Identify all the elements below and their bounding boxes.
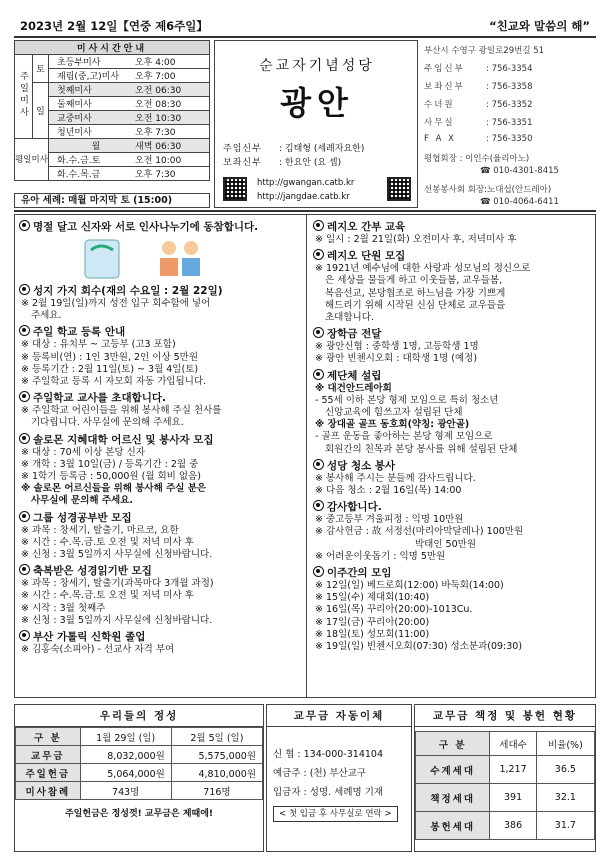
text-line: 수계세대 — [416, 756, 490, 784]
text-line: 은 세상을 물들게 하고 이웃들봄, 교우들봄, — [325, 275, 503, 287]
contact-row — [424, 116, 533, 128]
text-line: 4,810,000원 — [171, 764, 262, 782]
text-line: 장학금 전달 — [327, 328, 382, 341]
text-line: 회원간의 친목과 본당 봉사를 위해 설립된 단체 — [325, 443, 518, 455]
announcement — [313, 220, 592, 246]
text-line: 명절 달고 신자와 서로 인사나누기에 동참합니다. — [33, 221, 259, 233]
text-line: 사무실에 문의해 주세요. — [31, 495, 133, 507]
mass-row — [49, 167, 210, 181]
text-line: - 골프 운동을 좋아하는 본당 형제 모임으로 — [315, 431, 493, 443]
text-line: 구 분 — [16, 728, 81, 746]
text-line: - 55세 이하 본당 형제 모임으로 특히 청소년 — [315, 394, 499, 406]
announcement — [19, 220, 303, 280]
bullet-icon — [313, 327, 324, 338]
text-line: 391 — [490, 784, 536, 812]
mass-row — [49, 139, 210, 153]
bullet-icon — [19, 284, 30, 295]
text-line: ※ 중고등부 겨울피정 : 익명 10만원 — [315, 514, 464, 526]
mass-row — [49, 125, 210, 139]
assistant-line: 보좌신부 : 한요안 (요 셉) — [223, 155, 341, 168]
text-line: 신앙교육에 힘쓰고자 설립된 단체 — [325, 407, 463, 419]
text-line: 주세요. — [31, 310, 62, 322]
contact-row — [424, 80, 533, 92]
census-title: 교무금 책정 및 봉헌 현황 — [415, 705, 595, 727]
text-line: 초등부미사 — [57, 58, 101, 68]
text-line: 세대수 — [490, 732, 536, 756]
text-line: 미사참례 — [16, 782, 81, 800]
text-line: ※ 1학기 등록금 : 50,000원 (월 회비 없음) — [21, 471, 201, 483]
text-line: ※ 봉사해 주시는 분들께 감사드립니다. — [315, 472, 476, 484]
text-line: : 756-3358 — [486, 82, 533, 92]
table-row — [16, 746, 263, 764]
text-line: 둘째미사 — [57, 100, 92, 110]
contact-panel — [420, 40, 596, 208]
announcement — [19, 511, 303, 562]
text-line: 사무실 — [424, 118, 455, 128]
table-row — [416, 756, 595, 784]
text-line: 박태인 50만원 — [415, 538, 476, 550]
text-line: ※ 장대골 골프 동호회(약칭: 광안골) — [315, 419, 470, 431]
text-line: 5,575,000원 — [171, 746, 262, 764]
text-line: ※ 18일(토) 성모회(11:00) — [315, 628, 430, 640]
text-line: 화.수.목.금 — [57, 170, 101, 180]
offering-title: 우리들의 정성 — [15, 705, 263, 727]
text-line: ※ 1921년 예수님에 대한 사랑과 성모님의 정신으로 — [315, 263, 531, 275]
bullet-icon — [19, 511, 30, 522]
census-box — [414, 704, 596, 852]
parish-name: 광안 — [280, 84, 354, 122]
text-line: 오전 06:30 — [135, 86, 182, 96]
bullet-icon — [313, 459, 324, 470]
text-line: : 756-3352 — [486, 100, 533, 110]
bullet-icon — [313, 566, 324, 577]
text-line: ※ 솔로몬 어르신들을 위해 봉사해 주실 분은 — [21, 483, 207, 495]
text-line: 평일미사 — [15, 154, 48, 165]
text-line: 716명 — [171, 782, 262, 800]
text-line: 해드리기 위해 시작된 신심 단체로 교우들을 — [325, 299, 506, 311]
text-line: 기다립니다. 사무실에 문의해 주세요. — [31, 417, 184, 429]
text-line: ※ 주일학교 등록 시 자모회 자동 가입됩니다. — [21, 376, 207, 388]
text-line: 1월 29일 (일) — [80, 728, 171, 746]
text-line: 743명 — [80, 782, 171, 800]
sunday-mass-label — [15, 55, 33, 139]
bullet-icon — [19, 433, 30, 444]
table-row — [16, 764, 263, 782]
text-line: 첫째미사 — [57, 86, 92, 96]
text-line: 8,032,000원 — [80, 746, 171, 764]
pastor-line: 주임신부 : 김태형 (세례자요한) — [223, 141, 364, 154]
text-line: 오후 4:00 — [135, 58, 176, 68]
text-line: 비율(%) — [536, 732, 594, 756]
right-announcements — [306, 214, 596, 698]
text-line: 초대합니다. — [325, 312, 374, 324]
census-table — [415, 731, 595, 840]
text-line: ※ 19일(일) 빈첸시오회(07:30) 성소분과(09:30) — [315, 641, 523, 653]
announcement — [313, 369, 592, 456]
text-line: 5,064,000원 — [80, 764, 171, 782]
text-line: ※ 16일(목) 꾸리아(20:00)-1013Cu. — [315, 604, 473, 616]
text-line: : 756-3351 — [486, 118, 533, 128]
text-line: ※ 일시 : 2월 21일(화) 오전미사 후, 저녁미사 후 — [315, 234, 517, 245]
contact-row — [424, 134, 533, 144]
text-line: 새벽 06:30 — [135, 142, 182, 152]
text-line: 주일학교 교사를 초대합니다. — [33, 392, 167, 405]
text-line: 오전 10:30 — [135, 114, 182, 124]
text-line: 교무금 — [16, 746, 81, 764]
announcement — [313, 566, 592, 653]
text-line: 386 — [490, 812, 536, 840]
jangdae-url-link[interactable]: http://jangdae.catb.kr — [257, 192, 350, 202]
text-line: 주일헌금 — [16, 764, 81, 782]
bullet-icon — [19, 325, 30, 336]
text-line: ※ 2월 19일(일)까지 성전 입구 회수함에 넣어 — [21, 298, 211, 309]
text-line: 1,217 — [490, 756, 536, 784]
text-line: ※ 신청 : 3월 5일까지 사무실에 신청바랍니다. — [21, 549, 213, 561]
text-line: ※ 김홍숙(소피아) - 선교사 자격 부여 — [21, 644, 175, 656]
text-line: 32.1 — [536, 784, 594, 812]
council-president: 평협회장 : 이인수(율리아노) — [424, 154, 530, 164]
mass-row — [49, 97, 210, 111]
text-line: 보좌신부 — [223, 158, 262, 168]
text-line: ※ 시간 : 수.목.금.토 오전 및 저녁 미사 후 — [21, 536, 194, 548]
text-line: 김태형 (세례자요한) — [284, 144, 365, 154]
text-line: 주일미사 — [18, 71, 28, 119]
text-line: 월 — [91, 142, 101, 152]
text-line: ※ 어려운이웃돕기 : 익명 5만원 — [315, 550, 446, 562]
text-line: 부산 가톨릭 신학원 졸업 — [33, 631, 146, 644]
qr-code-icon[interactable] — [223, 177, 247, 201]
text-line: 봉헌세대 — [416, 812, 490, 840]
text-line: 성당 청소 봉사 — [327, 459, 396, 472]
announcement — [19, 325, 303, 388]
text-line: 오후 7:30 — [135, 170, 176, 180]
mass-row — [49, 153, 210, 167]
bullet-icon — [313, 220, 324, 231]
text-line: 제단체 설립 — [327, 369, 382, 382]
text-line: ※ 12일(일) 베드로회(12:00) 바둑회(14:00) — [315, 580, 504, 592]
text-line: ※ 17일(금) 꾸리아(20:00) — [315, 616, 430, 628]
text-line: 36.5 — [536, 756, 594, 784]
parish-masthead — [214, 40, 418, 208]
mass-row — [49, 111, 210, 125]
text-line: : 756-3354 — [486, 64, 533, 74]
text-line: 31.7 — [536, 812, 594, 840]
bullet-icon — [19, 391, 30, 402]
bullet-icon — [19, 564, 30, 575]
text-line: 주일 학교 등록 안내 — [33, 326, 126, 339]
text-line: ※ 15일(수) 제대회(10:40) — [315, 592, 430, 604]
text-line: ※ 대건안드레아회 — [315, 382, 392, 394]
bullet-icon — [313, 249, 324, 260]
text-line: ※ 주일학교 어린이들을 위해 봉사해 주실 천사를 — [21, 405, 222, 417]
left-announcements — [14, 214, 306, 698]
announcement — [19, 391, 303, 429]
text-line: 주임신부 — [424, 64, 465, 74]
announcement — [313, 459, 592, 497]
text-line: ※ 대상 : 유치부 ~ 고등부 (고3 포함) — [21, 339, 176, 351]
text-line: ※ 광안신협 : 중학생 1명, 고등학생 1명 — [315, 341, 479, 353]
address: 부산시 수영구 광일로29번길 51 — [424, 46, 545, 56]
text-line: 감사합니다. — [327, 501, 382, 514]
parish-title: 순교자기념성당 — [259, 58, 375, 74]
text-line: 신 협 : 134-000-314104 — [273, 749, 384, 760]
text-line: 오후 7:30 — [135, 128, 176, 138]
bullet-icon — [313, 500, 324, 511]
transfer-title: 교무금 자동이체 — [267, 705, 411, 727]
announcement — [313, 500, 592, 563]
table-row — [416, 812, 595, 840]
announcement — [19, 284, 303, 322]
text-line: 교중미사 — [57, 114, 92, 124]
text-line: ※ 과목 : 창세기, 탈출기(과목마다 3개월 과정) — [21, 578, 214, 590]
mass-row — [49, 69, 210, 83]
text-line: 2월 5일 (일) — [171, 728, 262, 746]
text-line: 레지오 단원 모집 — [327, 250, 406, 263]
text-line: 그룹 성경공부반 모집 — [33, 511, 132, 524]
text-line: ※ 개학 : 3월 10일(금) / 등록기간 : 2월 중 — [21, 458, 199, 470]
text-line: 레지오 간부 교육 — [327, 221, 406, 233]
text-line: 재림(중,고)미사 — [57, 72, 120, 82]
text-line: 축복받은 성경읽기반 모집 — [33, 565, 152, 578]
offering-table — [15, 727, 263, 800]
text-line: < 첫 입금 후 사무실로 연락 > — [273, 806, 398, 822]
mass-row — [49, 83, 210, 97]
parish-url-link[interactable]: http://gwangan.catb.kr — [257, 178, 355, 188]
social-president: 선봉봉사회 회장:노대섭(안드레아) — [424, 185, 552, 195]
text-line: ※ 등록기간 : 2월 11일(토) ~ 3월 4일(토) — [21, 363, 199, 375]
greeting-illustration — [19, 236, 303, 280]
saturday-label: 토 — [33, 55, 49, 83]
header-bar — [14, 16, 596, 38]
text-line: 보좌신부 — [424, 82, 465, 92]
announcement — [19, 433, 303, 508]
announcement — [19, 630, 303, 656]
text-line: 이주간의 모임 — [327, 567, 392, 580]
text-line: 구 분 — [416, 732, 490, 756]
table-row — [416, 784, 595, 812]
account-info — [267, 727, 411, 823]
text-line: 입금자 : 성명. 세례명 기재 — [273, 787, 384, 798]
yearly-motto: “친교와 말씀의 해” — [489, 19, 590, 33]
divider — [14, 210, 596, 212]
text-line: ※ 등록비(연) : 1인 3만원, 2인 이상 5만원 — [21, 351, 199, 363]
text-line: ※ 과목 : 창세기, 탈출기, 마르코, 요한 — [21, 524, 179, 536]
text-line: ※ 시작 : 3월 첫째주 — [21, 602, 106, 614]
announcement — [19, 564, 303, 627]
text-line: ※ 신청 : 3월 5일까지 사무실에 신청바랍니다. — [21, 614, 213, 626]
weekday-mass-label — [15, 139, 49, 181]
text-line: 오전 10:00 — [135, 156, 182, 166]
text-line: 예금주 : (천) 부산교구 — [273, 768, 367, 779]
text-line: ※ 다음 청소 : 2월 16일(목) 14:00 — [315, 485, 462, 497]
text-line: 수녀원 — [424, 100, 455, 110]
text-line: ※ 광안 빈첸시오회 : 대학생 1명 (예정) — [315, 353, 478, 365]
text-line: ※ 대상 : 70세 이상 본당 신자 — [21, 446, 145, 458]
social-phone: ☎ 010-4064-6411 — [480, 197, 559, 207]
text-line: 한요안 (요 셉) — [284, 158, 342, 168]
text-line: ※ 시간 : 수.목.금.토 오전 및 저녁 미사 후 — [21, 590, 194, 602]
offering-box — [14, 704, 264, 852]
qr-code-icon[interactable] — [387, 177, 411, 201]
mass-schedule-title: 미사시간안내 — [15, 41, 210, 55]
bullet-icon — [19, 220, 30, 231]
text-line: 성지 가지 회수(재의 수요일 : 2월 22일) — [33, 285, 223, 297]
issue-date: 2023년 2월 12일【연중 제6주일】 — [20, 19, 208, 33]
bullet-icon — [313, 369, 324, 380]
text-line: : 756-3350 — [486, 134, 533, 144]
text-line: ※ 감사헌금 : 故 서정선(마리아막달레나) 100만원 — [315, 526, 524, 538]
bullet-icon — [19, 630, 30, 641]
council-phone: ☎ 010-4301-8415 — [480, 166, 559, 176]
mass-row — [49, 55, 210, 69]
infant-baptism: 유아 세례: 매월 마지막 토 (15:00) — [14, 193, 210, 208]
auto-transfer-box — [266, 704, 412, 852]
text-line: 오후 7:00 — [135, 72, 176, 82]
announcement — [313, 249, 592, 324]
table-row — [16, 782, 263, 800]
text-line: F A X — [424, 134, 456, 144]
text-line: 청년미사 — [57, 128, 92, 138]
text-line: 주임신부 — [223, 144, 262, 154]
text-line: 화.수.금.토 — [57, 156, 101, 166]
contact-row — [424, 62, 533, 74]
text-line: 복음선교, 본당협조로 하느님을 가장 기쁘게 — [325, 287, 506, 299]
announcement — [313, 327, 592, 365]
text-line: 솔로몬 지혜대학 어르신 및 봉사자 모집 — [33, 433, 214, 446]
mass-schedule-table — [14, 40, 210, 181]
text-line: 책정세대 — [416, 784, 490, 812]
offering-note: 주일헌금은 정성껏! 교무금은 제때에! — [64, 809, 214, 819]
contact-row — [424, 98, 533, 110]
text-line: 오전 08:30 — [135, 100, 182, 110]
sunday-label: 일 — [33, 83, 49, 139]
